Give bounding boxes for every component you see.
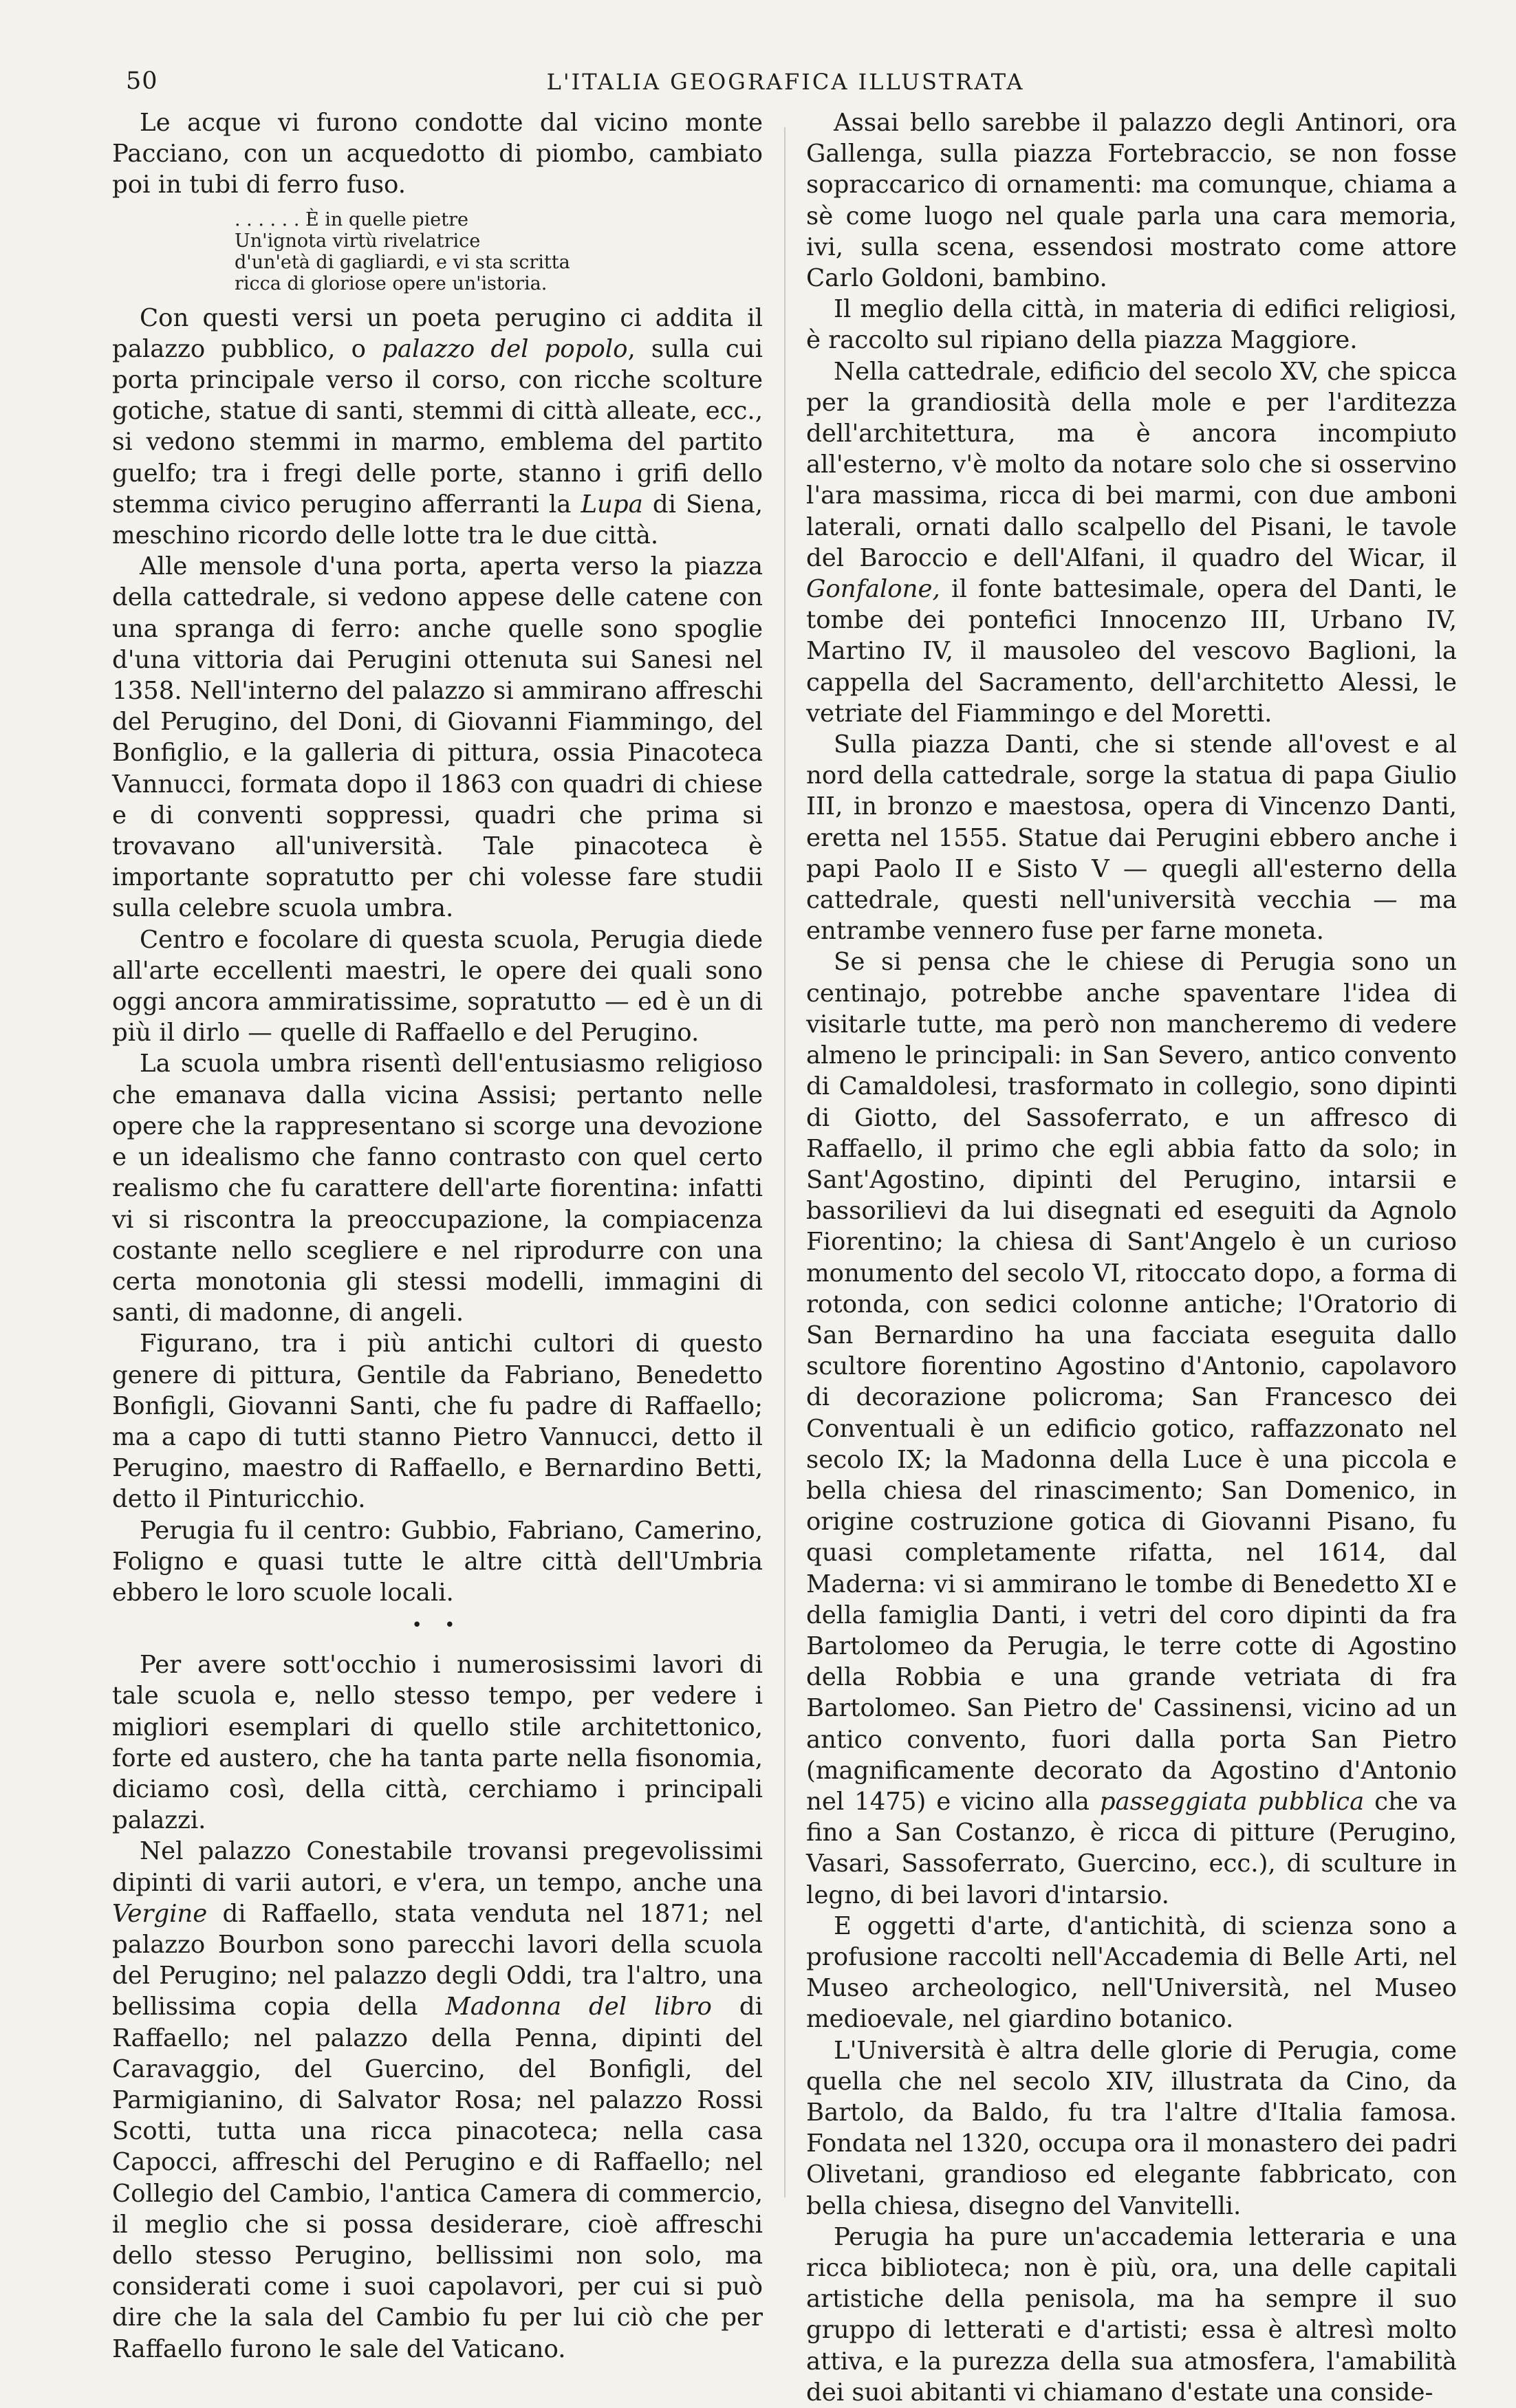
paragraph: [112, 1836, 763, 2364]
text-run: , sulla cui porta principale verso il corso, con ricche scolture gotiche, statue di santi, stemmi di città alleate, ecc., si vedono stemmi in marmo, emblema del partito guelfo; tra i fregi delle porte, stanno i grifi dello stemma civico perugino afferranti la: [112, 334, 763, 519]
paragraph: Figurano, tra i più antichi cultori di questo genere di pittura, Gentile da Fabriano, Benedetto Bonfigli, Giovanni Santi, che fu padre di Raffaello; ma a capo di tutti stanno Pietro Vannucci, detto il Perugino, maestro di Raffaello, e Bernardino Betti, detto il Pinturicchio.: [112, 1330, 763, 1514]
paragraph: E oggetti d'arte, d'antichità, di scienza sono a profusione raccolti nell'Accademia di Belle Arti, nel Museo archeologico, nell'Università, nel Museo medioevale, nel giardino botanico.: [806, 1911, 1457, 2034]
paragraph: [806, 946, 1457, 1910]
verse-line: ricca di gloriose opere un'istoria.: [235, 272, 548, 294]
paragraph: Perugia ha pure un'accademia letteraria e una ricca biblioteca; non è più, ora, una delle capitali artistiche della penisola, ma ha sempre il suo gruppo di letterati e d'artisti; essa è altresì molto attiva, e la purezza della sua atmosfera, l'amabilità dei suoi abitanti vi chiamano d'estate una conside-: [806, 2222, 1457, 2407]
text-run: che va fino a San Costanzo, è ricca di pitture (Perugino, Vasari, Sassoferrato, Guercino, ecc.), di sculture in legno, di bei lavori d'intarsio.: [806, 1787, 1457, 1909]
text-run: il fonte battesimale, opera del Danti, le tombe dei pontefici Innocenzo III, Urbano IV, Martino IV, il mausoleo del vescovo Baglioni, la cappella del Sacramento, dell'architetto Alessi, le vetriate del Fiammingo e del Moretti.: [806, 575, 1457, 728]
text-run: di Raffaello; nel palazzo della Penna, dipinti del Caravaggio, del Guercino, del Bonfigli, del Parmigianino, di Salvator Rosa; nel palazzo Rossi Scotti, tutta una ricca pinacoteca; nella casa Capocci, affreschi del Perugino e di Raffaello; nel Collegio del Cambio, l'antica Camera di commercio, il meglio che si possa desiderare, cioè affreschi dello stesso Perugino, bellissimi non solo, ma considerati come i suoi capolavori, per cui si può dire che la sala del Cambio fu per lui ciò che per Raffaello furono le sale del Vaticano.: [112, 1993, 763, 2363]
text-run: Se si pensa che le chiese di Perugia sono un centinajo, potrebbe anche spaventare l'idea di visitarle tutte, ma però non mancheremo di vedere almeno le principali: in San Severo, antico convento di Camaldolesi, trasformato in collegio, sono dipinti di Giotto, del Sassoferrato, e un affresco di Raffaello, il primo che egli abbia fatto da solo; in Sant'Agostino, dipinti del Perugino, intarsii e bassorilievi da lui disegnati ed eseguiti da Agnolo Fiorentino; la chiesa di Sant'Angelo è un curioso monumento del secolo VI, ritoccato dopo, a forma di rotonda, con sedici colonne antiche; l'Oratorio di San Bernardino ha una facciata eseguita dallo scultore fiorentino Agostino d'Antonio, capolavoro di decorazione policroma; San Francesco dei Conventuali è un edificio gotico, raffazzonato nel secolo IX; la Madonna della Luce è una piccola e bella chiesa del rinascimento; San Domenico, in origine costruzione gotica di Giovanni Pisano, fu quasi completamente rifatta, nel 1614, dal Maderna: vi si ammirano le tombe di Benedetto XI e della famiglia Danti, i vetri del coro dipinti da fra Bartolomeo da Perugia, le terre cotte di Agostino della Robbia e una grande vetriata di fra Bartolomeo. San Pietro de' Cassinensi, vicino ad un antico convento, fuori dalla porta San Pietro (magnificamente decorato da Agostino d'Antonio nel 1475) e vicino alla: [806, 948, 1457, 1816]
left-column: [112, 107, 763, 2365]
text-run: di Siena, meschino ricordo delle lotte tra le due città.: [112, 490, 763, 550]
paragraph: [112, 303, 763, 552]
page-header: [0, 67, 1516, 102]
verse-line: Un'ignota virtù rivelatrice: [235, 230, 481, 252]
page-number: 50: [126, 67, 158, 95]
paragraph: Alle mensole d'una porta, aperta verso la piazza della cattedrale, si vedono appese delle catene con una spranga di ferro: anche quelle sono spoglie d'una vittoria dai Perugini ottenuta sui Sanesi nel 1358. Nell'interno del palazzo si ammirano affreschi del Perugino, del Doni, di Giovanni Fiammingo, del Bonfiglio, e la galleria di pittura, ossia Pinacoteca Vannucci, formata dopo il 1863 con quadri di chiese e di conventi soppressi, quadri che prima si trovavano all'università. Tale pinacoteca è importante sopratutto per chi volesse fare studii sulla celebre scuola umbra.: [112, 552, 763, 923]
italic-text: passeggiata pubblica: [1099, 1787, 1365, 1816]
paragraph: La scuola umbra risentì dell'entusiasmo religioso che emanava dalla vicina Assisi; pertanto nelle opere che la rappresentano si scorge una devozione e un idealismo che fanno contrasto con quel certo realismo che fu carattere dell'arte fiorentina: infatti vi si riscontra la preoccupazione, la compiacenza costante nello sceglierе e nel riprodurre con una certa monotonia gli stessi modelli, immagini di santi, di madonne, di angeli.: [112, 1050, 763, 1327]
verse-line: d'un'età di gagliardi, e vi sta scritta: [235, 251, 570, 273]
paragraph: Sulla piazza Danti, che si stende all'ovest e al nord della cattedrale, sorge la statua di papa Giulio III, in bronzo e maestosa, opera di Vincenzo Danti, eretta nel 1555. Statue dai Perugini ebbero anche i papi Paolo II e Sisto V — quegli all'esterno della cattedrale, questi nell'università vecchia — ma entrambe vennero fuse per farne moneta.: [806, 730, 1457, 946]
paragraph: Assai bello sarebbe il palazzo degli Antinori, ora Gallenga, sulla piazza Fortebraccio, se non fosse sopraccarico di ornamenti: ma comunque, chiama a sè come luogo nel quale parla una cara memoria, ivi, sulla scena, essendosi mostrato come attore Carlo Goldoni, bambino.: [806, 109, 1457, 293]
italic-text: Gonfalone,: [806, 575, 940, 604]
section-separator: • •: [411, 1615, 464, 1636]
text-run: di Raffaello, stata venduta nel 1871; nel palazzo Bourbon sono parecchi lavori della scuola del Perugino; nel palazzo degli Oddi, tra l'altro, una bellissima copia della: [112, 1899, 763, 2021]
right-column: [806, 107, 1457, 2408]
paragraph: Centro e focolare di questa scuola, Perugia diede all'arte eccellenti maestri, le opere dei quali sono oggi ancora ammiratissime, sopratutto — ed è un di più il dirlo — quelle di Raffaello e del Perugino.: [112, 925, 763, 1048]
paragraph: Perugia fu il centro: Gubbio, Fabriano, Camerino, Foligno e quasi tutte le altre città dell'Umbria ebbero le loro scuole locali.: [112, 1516, 763, 1607]
paragraph: [806, 356, 1457, 729]
running-title: L'ITALIA GEOGRAFICA ILLUSTRATA: [546, 69, 1025, 95]
column-divider: [784, 127, 786, 2198]
paragraph: Per avere sott'occhio i numerosissimi lavori di tale scuola e, nello stesso tempo, per vedere i migliori esemplari di quello stile architettonico, forte ed austero, che ha tanta parte nella fisonomia, diciamo così, della città, cerchiamo i principali palazzi.: [112, 1651, 763, 1835]
text-run: Nel palazzo Conestabile trovansi pregevolissimi dipinti di varii autori, e v'era, un tempo, anche una: [112, 1837, 763, 1897]
italic-text: palazzo del popolo: [382, 334, 628, 363]
verse-quotation: [112, 209, 763, 294]
paragraph: Le acque vi furono condotte dal vicino monte Pacciano, con un acquedotto di piombo, cambiato poi in tubi di ferro fuso.: [112, 109, 763, 199]
text-run: Con questi versi un poeta perugino ci addita il palazzo pubblico, o: [112, 303, 763, 363]
text-run: Nella cattedrale, edificio del secolo XV, che spicca per la grandiosità della mole e per l'arditezza dell'architettura, ma è ancora incompiuto all'esterno, v'è molto da notare solo che si osservino l'ara massima, ricca di bei marmi, con due amboni laterali, ornati dallo scalpello del Pisani, le tavole del Baroccio e dell'Alfani, il quadro del Wicar, il: [806, 357, 1457, 572]
verse-line: . . . . . . È in quelle pietre: [235, 208, 469, 230]
italic-text: Vergine: [112, 1899, 208, 1928]
paragraph: L'Università è altra delle glorie di Perugia, come quella che nel secolo XIV, illustrata da Cino, da Bartolo, da Baldo, fu tra l'altre d'Italia famosa. Fondata nel 1320, occupa ora il monastero dei padri Olivetani, grandioso ed elegante fabbricato, con bella chiesa, disegno del Vanvitelli.: [806, 2036, 1457, 2220]
paragraph: Il meglio della città, in materia di edifici religiosi, è raccolto sul ripiano della piazza Maggiore.: [806, 295, 1457, 355]
italic-text: Lupa: [581, 490, 643, 519]
italic-text: Madonna del libro: [445, 1993, 712, 2021]
